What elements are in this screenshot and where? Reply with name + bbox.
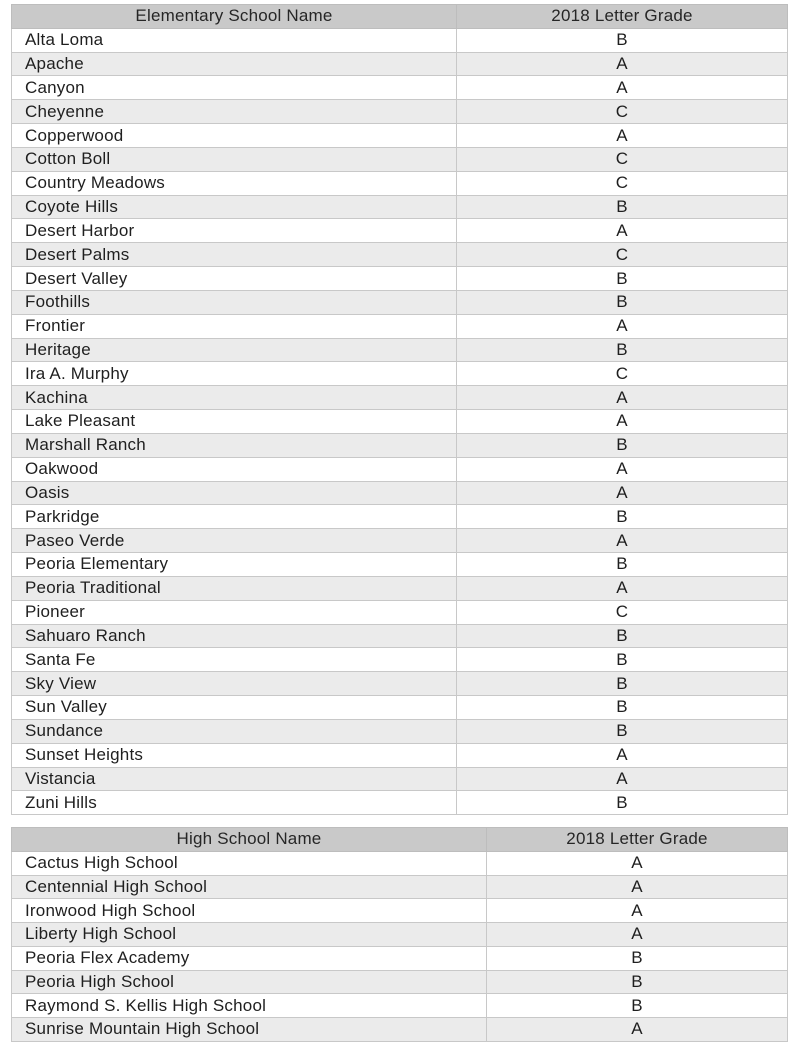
letter-grade-cell: B (457, 338, 788, 362)
high-school-grades-table (11, 827, 788, 1042)
school-name-cell: Desert Harbor (12, 219, 457, 243)
school-name-cell: Vistancia (12, 767, 457, 791)
school-name-cell: Paseo Verde (12, 529, 457, 553)
letter-grade-cell: A (457, 124, 788, 148)
school-name-cell: Heritage (12, 338, 457, 362)
school-name-cell: Raymond S. Kellis High School (12, 994, 487, 1018)
school-name-cell: Sunrise Mountain High School (12, 1018, 487, 1042)
school-name-cell: Alta Loma (12, 28, 457, 52)
table-row (12, 28, 788, 52)
school-name-cell: Copperwood (12, 124, 457, 148)
letter-grade-cell: B (457, 553, 788, 577)
table-row (12, 624, 788, 648)
letter-grade-cell: A (457, 457, 788, 481)
school-name-cell: Sundance (12, 719, 457, 743)
school-name-cell: Desert Valley (12, 267, 457, 291)
school-name-cell: Sky View (12, 672, 457, 696)
table-row (12, 362, 788, 386)
elementary-name-header: Elementary School Name (12, 5, 457, 29)
letter-grade-cell: B (457, 28, 788, 52)
letter-grade-cell: C (457, 243, 788, 267)
school-name-cell: Coyote Hills (12, 195, 457, 219)
table-row (12, 970, 788, 994)
school-name-cell: Centennial High School (12, 875, 487, 899)
letter-grade-cell: A (487, 923, 788, 947)
letter-grade-cell: A (457, 529, 788, 553)
table-row (12, 719, 788, 743)
table-row (12, 171, 788, 195)
letter-grade-cell: A (457, 386, 788, 410)
high-school-name-header: High School Name (12, 828, 487, 852)
school-name-cell: Canyon (12, 76, 457, 100)
table-row (12, 219, 788, 243)
school-name-cell: Cactus High School (12, 851, 487, 875)
letter-grade-cell: B (457, 696, 788, 720)
table-row (12, 875, 788, 899)
table-header-row (12, 5, 788, 29)
table-header-row (12, 828, 788, 852)
letter-grade-cell: A (487, 875, 788, 899)
letter-grade-cell: B (457, 267, 788, 291)
letter-grade-cell: B (457, 719, 788, 743)
table-row (12, 791, 788, 815)
school-name-cell: Marshall Ranch (12, 433, 457, 457)
school-name-cell: Peoria High School (12, 970, 487, 994)
letter-grade-cell: B (457, 290, 788, 314)
letter-grade-cell: C (457, 171, 788, 195)
letter-grade-cell: B (457, 433, 788, 457)
table-row (12, 338, 788, 362)
letter-grade-cell: A (487, 899, 788, 923)
letter-grade-cell: C (457, 362, 788, 386)
letter-grade-cell: B (457, 648, 788, 672)
table-row (12, 505, 788, 529)
table-row (12, 76, 788, 100)
table-row (12, 576, 788, 600)
table-row (12, 553, 788, 577)
letter-grade-cell: B (487, 994, 788, 1018)
letter-grade-cell: A (457, 410, 788, 434)
table-row (12, 243, 788, 267)
letter-grade-cell: A (457, 481, 788, 505)
letter-grade-cell: A (457, 219, 788, 243)
school-name-cell: Frontier (12, 314, 457, 338)
table-row (12, 290, 788, 314)
elementary-table-body (12, 28, 788, 814)
table-row (12, 481, 788, 505)
table-row (12, 124, 788, 148)
school-name-cell: Ironwood High School (12, 899, 487, 923)
school-name-cell: Zuni Hills (12, 791, 457, 815)
school-name-cell: Kachina (12, 386, 457, 410)
letter-grade-cell: A (457, 576, 788, 600)
table-row (12, 410, 788, 434)
school-name-cell: Peoria Elementary (12, 553, 457, 577)
table-row (12, 696, 788, 720)
high-school-grade-header: 2018 Letter Grade (487, 828, 788, 852)
letter-grade-cell: A (487, 1018, 788, 1042)
high-school-table-body (12, 851, 788, 1041)
letter-grade-cell: B (457, 672, 788, 696)
letter-grade-cell: A (487, 851, 788, 875)
letter-grade-cell: A (457, 314, 788, 338)
school-name-cell: Parkridge (12, 505, 457, 529)
school-name-cell: Sahuaro Ranch (12, 624, 457, 648)
table-row (12, 52, 788, 76)
school-name-cell: Cotton Boll (12, 147, 457, 171)
school-name-cell: Sunset Heights (12, 743, 457, 767)
letter-grade-cell: B (457, 791, 788, 815)
letter-grade-cell: B (457, 624, 788, 648)
table-row (12, 267, 788, 291)
school-name-cell: Oakwood (12, 457, 457, 481)
letter-grade-cell: C (457, 147, 788, 171)
table-row (12, 386, 788, 410)
table-row (12, 433, 788, 457)
school-name-cell: Foothills (12, 290, 457, 314)
table-row (12, 457, 788, 481)
school-name-cell: Desert Palms (12, 243, 457, 267)
table-row (12, 672, 788, 696)
school-name-cell: Peoria Traditional (12, 576, 457, 600)
elementary-grade-header: 2018 Letter Grade (457, 5, 788, 29)
table-row (12, 851, 788, 875)
table-row (12, 147, 788, 171)
school-name-cell: Cheyenne (12, 100, 457, 124)
school-name-cell: Oasis (12, 481, 457, 505)
table-row (12, 899, 788, 923)
school-name-cell: Liberty High School (12, 923, 487, 947)
table-row (12, 195, 788, 219)
school-name-cell: Pioneer (12, 600, 457, 624)
table-row (12, 1018, 788, 1042)
letter-grade-cell: B (487, 970, 788, 994)
letter-grade-cell: B (487, 946, 788, 970)
school-name-cell: Country Meadows (12, 171, 457, 195)
letter-grade-cell: A (457, 76, 788, 100)
table-row (12, 314, 788, 338)
letter-grade-cell: B (457, 195, 788, 219)
letter-grade-cell: C (457, 100, 788, 124)
school-name-cell: Apache (12, 52, 457, 76)
school-name-cell: Ira A. Murphy (12, 362, 457, 386)
school-name-cell: Peoria Flex Academy (12, 946, 487, 970)
table-row (12, 100, 788, 124)
table-row (12, 923, 788, 947)
letter-grade-cell: A (457, 767, 788, 791)
table-row (12, 648, 788, 672)
table-row (12, 767, 788, 791)
school-name-cell: Santa Fe (12, 648, 457, 672)
table-row (12, 529, 788, 553)
table-row (12, 994, 788, 1018)
letter-grade-cell: A (457, 743, 788, 767)
table-row (12, 946, 788, 970)
school-name-cell: Sun Valley (12, 696, 457, 720)
letter-grade-cell: A (457, 52, 788, 76)
school-name-cell: Lake Pleasant (12, 410, 457, 434)
letter-grade-cell: B (457, 505, 788, 529)
elementary-grades-table (11, 4, 788, 815)
letter-grade-cell: C (457, 600, 788, 624)
table-row (12, 600, 788, 624)
table-row (12, 743, 788, 767)
